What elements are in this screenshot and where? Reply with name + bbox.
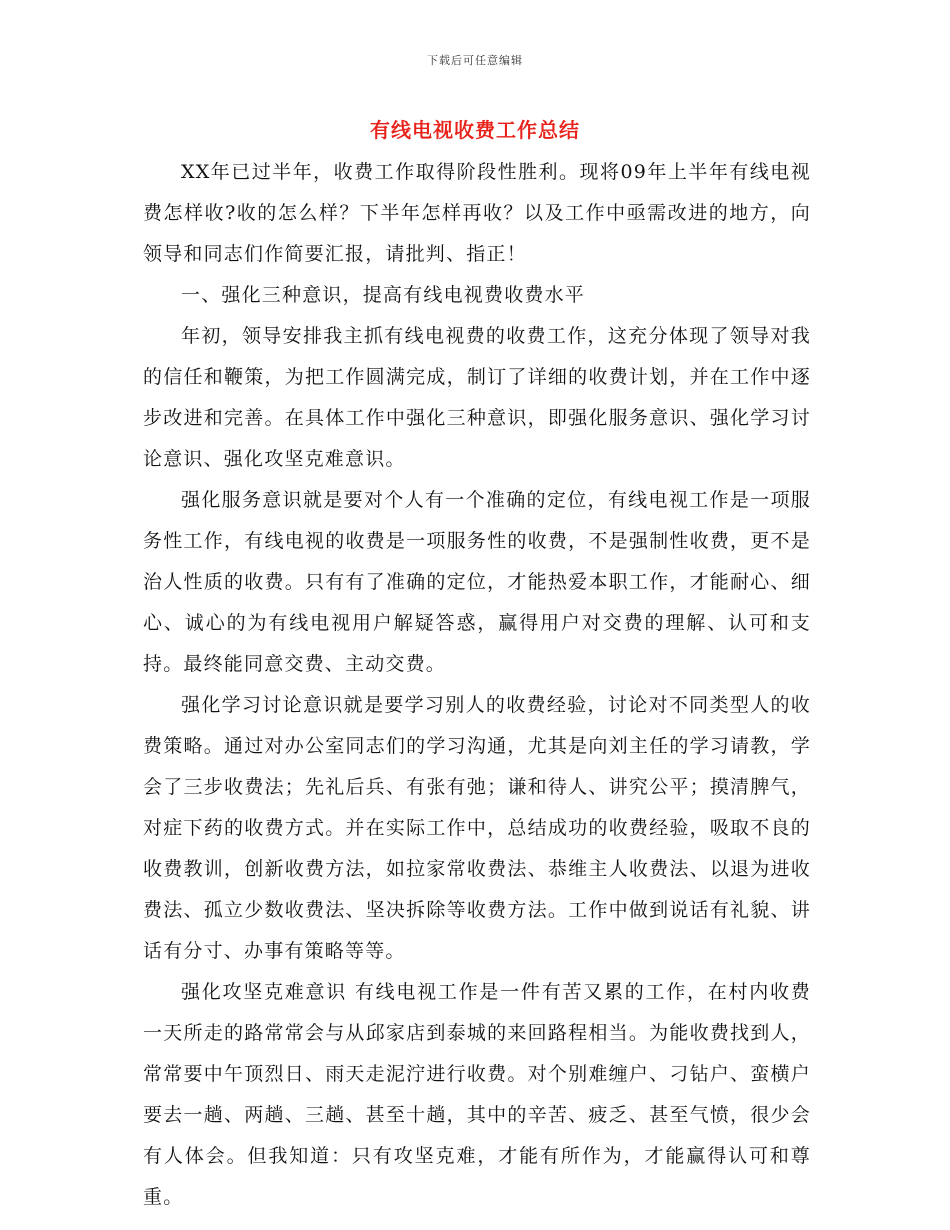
document-body: [143, 152, 811, 1218]
paragraph-service-awareness: 强化服务意识就是要对个人有一个准确的定位，有线电视工作是一项服务性工作，有线电视的收费是一项服务性的收费，不是强制性收费，更不是治人性质的收费。只有有了准确的定位，才能热爱本职工作，才能耐心、细心、诚心的为有线电视用户解疑答惑，赢得用户对交费的理解、认可和支持。最终能同意交费、主动交费。: [143, 489, 811, 675]
paragraph-tackling-difficulties: 强化攻坚克难意识 有线电视工作是一件有苦又累的工作，在村内收费一天所走的路常常会与从邱家店到泰城的来回路程相当。为能收费找到人，常常要中午顶烈日、雨天走泥泞进行收费。对个别难缠户、刁钻户、蛮横户要去一趟、两趟、三趟、甚至十趟，其中的辛苦、疲乏、甚至气愤，很少会有人体会。但我知道：只有攻坚克难，才能有所作为，才能赢得认可和尊重。: [143, 981, 811, 1208]
header-note: 下载后可任意编辑: [427, 54, 523, 67]
paragraph-planning: 年初，领导安排我主抓有线电视费的收费工作，这充分体现了领导对我的信任和鞭策，为把工作圆满完成，制订了详细的收费计划，并在工作中逐步改进和完善。在具体工作中强化三种意识，即强化服务意识、强化学习讨论意识、强化攻坚克难意识。: [143, 325, 811, 470]
document-title: 有线电视收费工作总结: [370, 118, 580, 142]
section-heading-1: 一、强化三种意识，提高有线电视费收费水平: [181, 284, 586, 306]
paragraph-intro: XX年已过半年，收费工作取得阶段性胜利。现将09年上半年有线电视费怎样收?收的怎么样？下半年怎样再收？以及工作中亟需改进的地方，向领导和同志们作简要汇报，请批判、指正！: [143, 161, 811, 265]
paragraph-learning-awareness: 强化学习讨论意识就是要学习别人的收费经验，讨论对不同类型人的收费策略。通过对办公室同志们的学习沟通，尤其是向刘主任的学习请教，学会了三步收费法；先礼后兵、有张有弛；谦和待人、讲究公平；摸清脾气，对症下药的收费方式。并在实际工作中，总结成功的收费经验，吸取不良的收费教训，创新收费方法，如拉家常收费法、恭维主人收费法、以退为进收费法、孤立少数收费法、坚决拆除等收费方法。工作中做到说话有礼貌、讲话有分寸、办事有策略等等。: [143, 694, 811, 962]
